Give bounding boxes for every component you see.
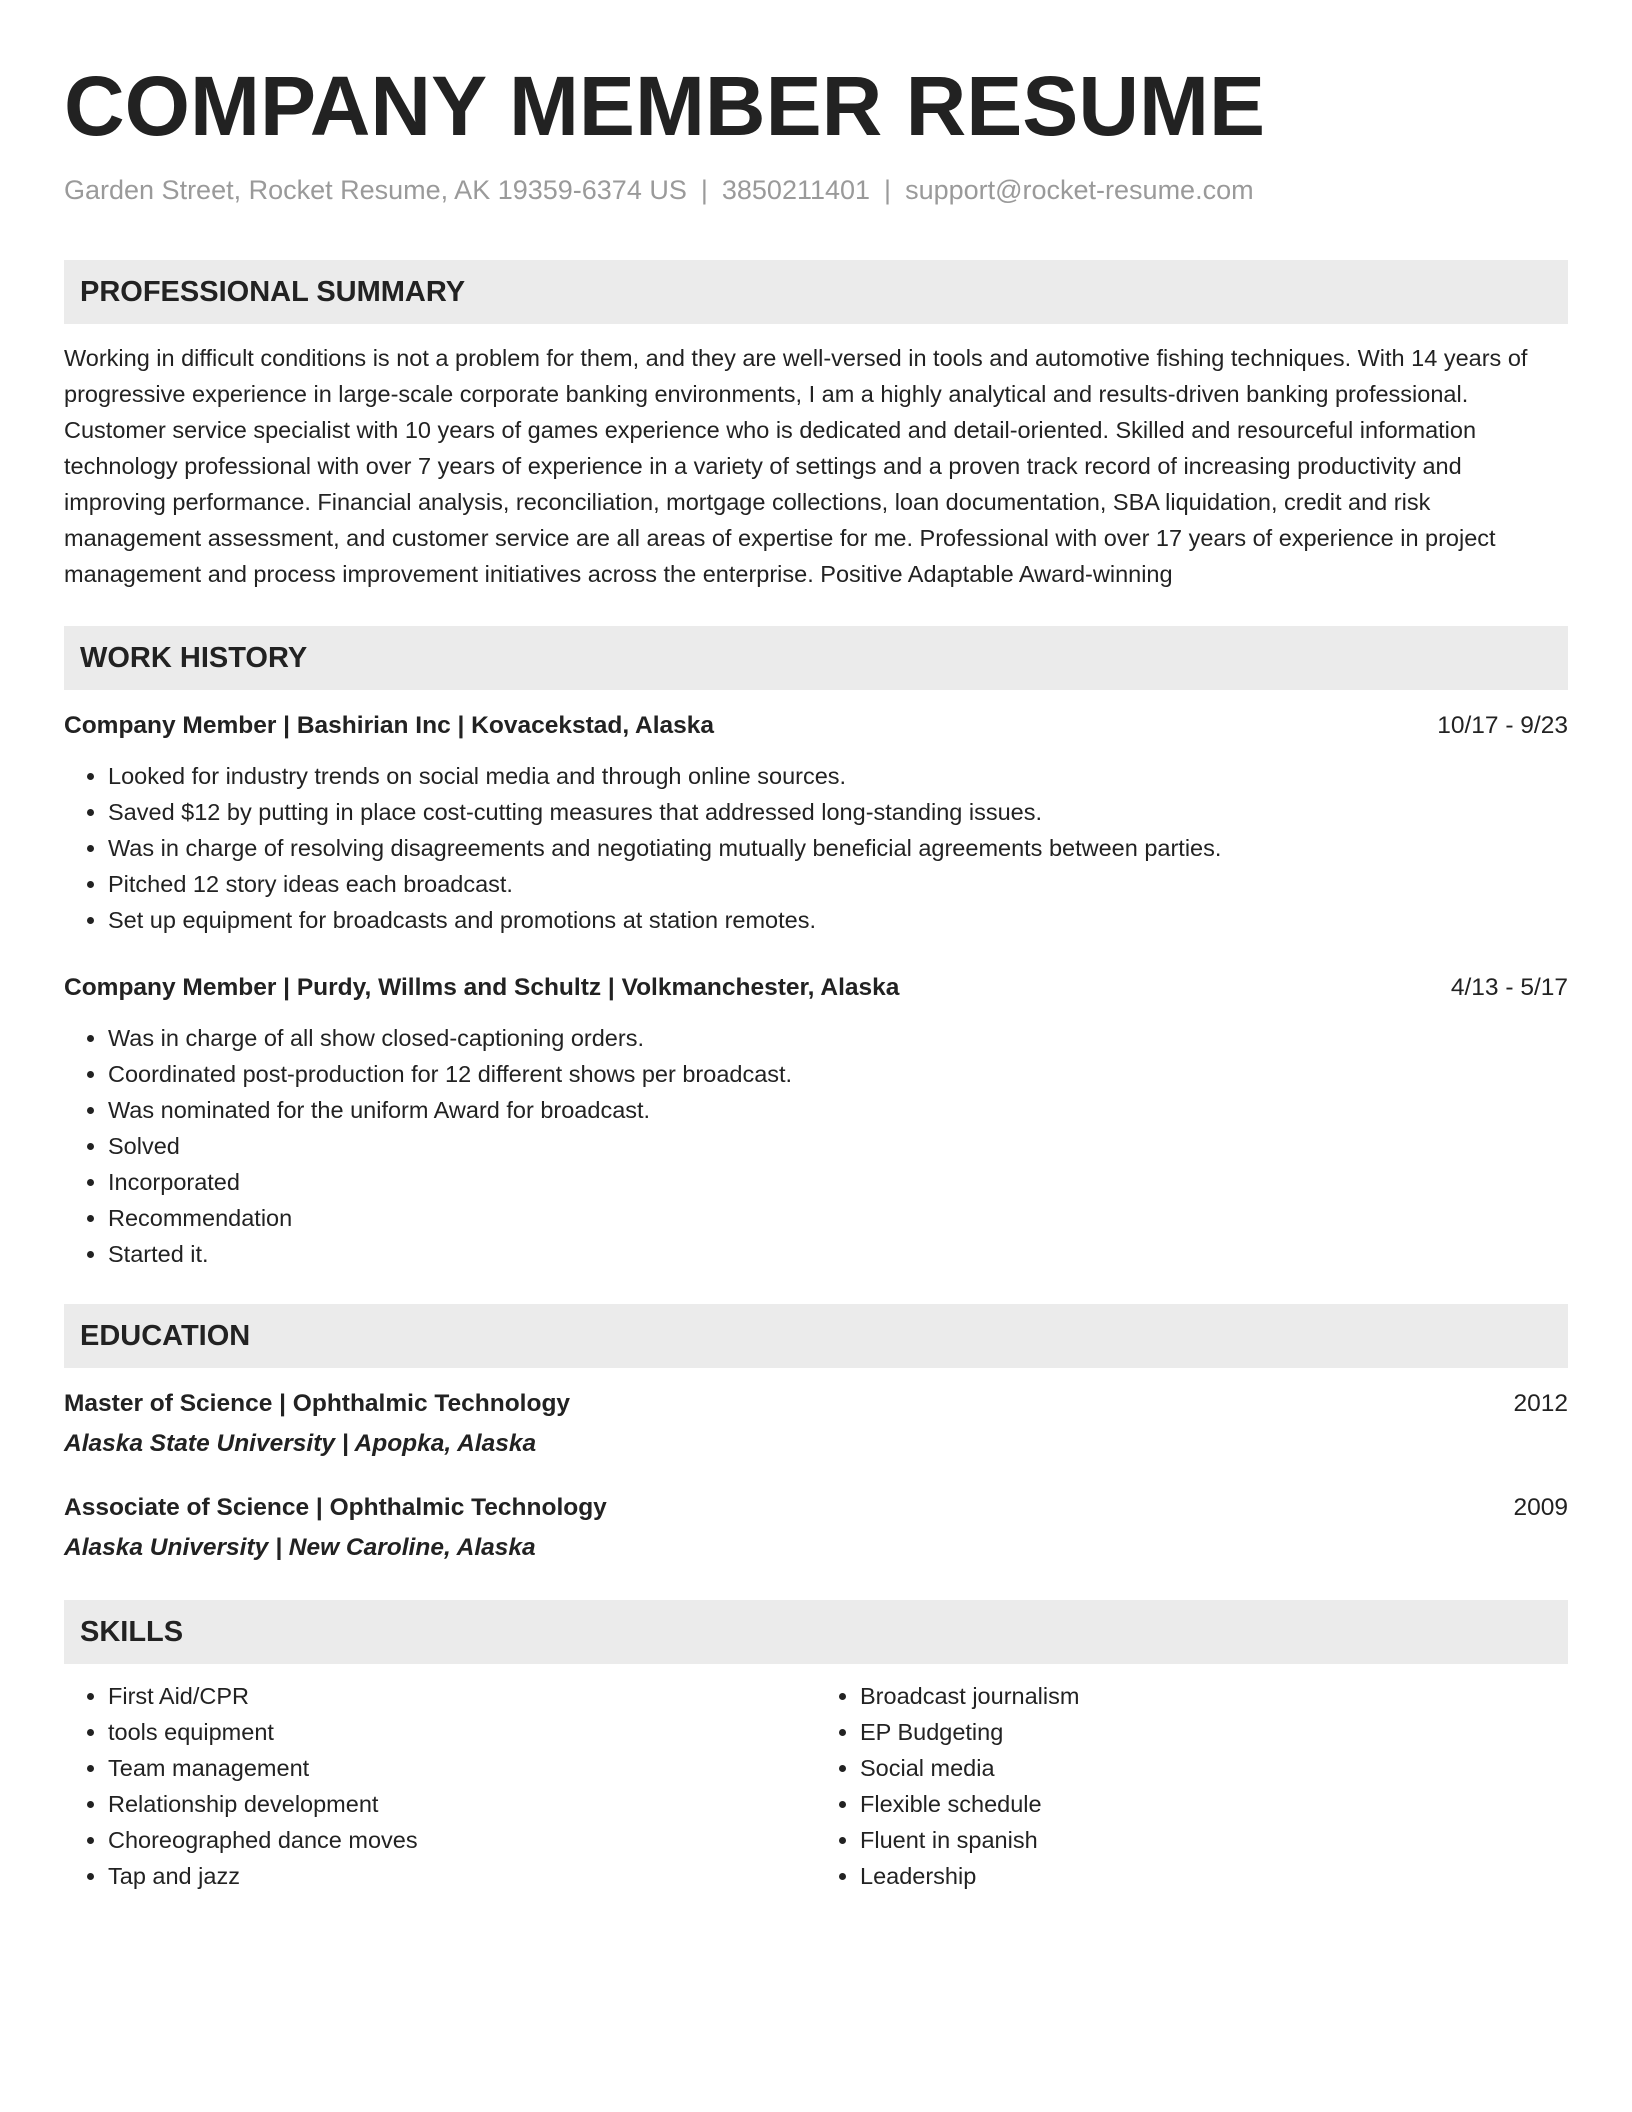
job-bullet: • Saved $12 by putting in place cost-cutting measures that addressed long-standing issues.	[108, 794, 1568, 830]
section-header-work-history: WORK HISTORY	[64, 626, 1568, 690]
job-bullet: • Coordinated post-production for 12 different shows per broadcast.	[108, 1056, 1568, 1092]
skill-item: • Broadcast journalism	[860, 1678, 1568, 1714]
job-bullet: • Was in charge of all show closed-captioning orders.	[108, 1020, 1568, 1056]
education-school: Alaska University | New Caroline, Alaska	[64, 1534, 536, 1561]
job-bullet: • Solved	[108, 1128, 1568, 1164]
education-year: 2012	[1513, 1390, 1568, 1417]
section-header-education: EDUCATION	[64, 1304, 1568, 1368]
skill-item: • Relationship development	[108, 1786, 816, 1822]
resume-title: COMPANY MEMBER RESUME	[64, 59, 1265, 153]
education-year: 2009	[1513, 1494, 1568, 1521]
job-bullet: • Recommendation	[108, 1200, 1568, 1236]
job-header	[64, 970, 1568, 1006]
section-header-skills: SKILLS	[64, 1600, 1568, 1664]
section-header-summary: PROFESSIONAL SUMMARY	[64, 260, 1568, 324]
skills-list	[64, 1678, 1568, 1894]
job-bullets	[64, 758, 1568, 938]
job-dates: 4/13 - 5/17	[1450, 974, 1568, 1001]
education-degree: Associate of Science | Ophthalmic Technology	[64, 1494, 607, 1521]
education-header	[64, 1386, 1568, 1422]
contact-separator: |	[700, 175, 708, 205]
skill-item: • Leadership	[860, 1858, 1568, 1894]
skills-column-left	[64, 1678, 816, 1894]
job-dates: 10/17 - 9/23	[1437, 712, 1568, 739]
job-bullet: • Looked for industry trends on social media and through online sources.	[108, 758, 1568, 794]
education-school: Alaska State University | Apopka, Alaska	[64, 1430, 537, 1457]
contact-line	[64, 172, 1568, 208]
job-title: Company Member | Bashirian Inc | Kovacekstad, Alaska	[64, 712, 715, 739]
contact-email: support@rocket-resume.com	[905, 175, 1254, 205]
skill-item: • Tap and jazz	[108, 1858, 816, 1894]
job-bullet: • Was nominated for the uniform Award for broadcast.	[108, 1092, 1568, 1128]
education-entry	[64, 1386, 1568, 1462]
education-entry	[64, 1490, 1568, 1566]
job-bullet: • Was in charge of resolving disagreements and negotiating mutually beneficial agreements between parties.	[108, 830, 1568, 866]
skills-column-right	[816, 1678, 1568, 1894]
job-entry	[64, 708, 1568, 938]
job-entry	[64, 970, 1568, 1272]
skill-item: • Flexible schedule	[860, 1786, 1568, 1822]
contact-separator: |	[884, 175, 892, 205]
skill-item: • tools equipment	[108, 1714, 816, 1750]
education-degree: Master of Science | Ophthalmic Technology	[64, 1390, 571, 1417]
summary-text: Working in difficult conditions is not a problem for them, and they are well-versed in tools and automotive fishing techniques. With 14 years of progressive experience in large-scale corporate banking environments, I am a highly analytical and results-driven banking professional. Customer service specialist with 10 years of games experience who is dedicated and detail-oriented. Skilled and resourceful information technology professional with over 7 years of experience in a variety of settings and a proven track record of increasing productivity and improving performance. Financial analysis, reconciliation, mortgage collections, loan documentation, SBA liquidation, credit and risk management assessment, and customer service are all areas of expertise for me. Professional with over 17 years of experience in project management and process improvement initiatives across the enterprise. Positive Adaptable Award-winning	[64, 345, 1528, 587]
skill-item: • First Aid/CPR	[108, 1678, 816, 1714]
contact-address: Garden Street, Rocket Resume, AK 19359-6374 US	[64, 175, 687, 205]
job-bullet: • Pitched 12 story ideas each broadcast.	[108, 866, 1568, 902]
education-header	[64, 1490, 1568, 1526]
skill-item: • Social media	[860, 1750, 1568, 1786]
job-bullet: • Set up equipment for broadcasts and promotions at station remotes.	[108, 902, 1568, 938]
skill-item: • Choreographed dance moves	[108, 1822, 816, 1858]
skill-item: • EP Budgeting	[860, 1714, 1568, 1750]
skill-item: • Fluent in spanish	[860, 1822, 1568, 1858]
contact-phone: 3850211401	[721, 175, 871, 205]
job-header	[64, 708, 1568, 744]
skill-item: • Team management	[108, 1750, 816, 1786]
job-bullet: • Started it.	[108, 1236, 1568, 1272]
job-bullet: • Incorporated	[108, 1164, 1568, 1200]
job-bullets	[64, 1020, 1568, 1272]
job-title: Company Member | Purdy, Willms and Schultz | Volkmanchester, Alaska	[64, 974, 900, 1001]
